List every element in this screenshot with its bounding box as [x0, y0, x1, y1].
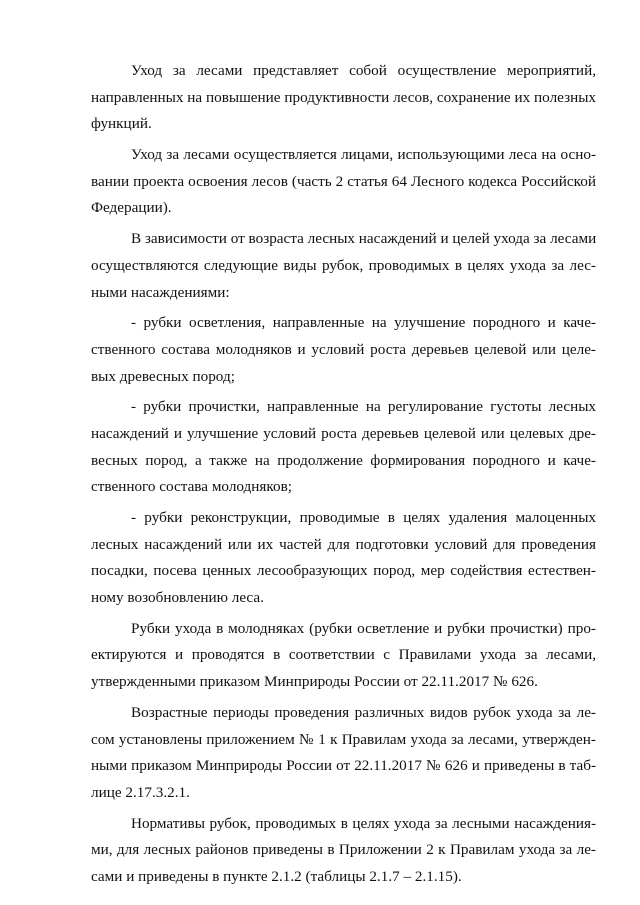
text-line: направленных на повышение продуктивности лесов, сохранение их полезных	[91, 88, 596, 106]
text-line: лице 2.17.3.2.1.	[91, 783, 190, 801]
paragraph-cutting-types-intro	[91, 226, 596, 306]
text-line: функций.	[91, 115, 152, 133]
paragraph-forest-care-performers	[91, 142, 596, 222]
list-item-thinning-cutting	[91, 394, 596, 501]
text-line: ственного состава молодняков и условий роста деревьев целевой или целе-	[91, 340, 596, 358]
text-line: ными насаждениями:	[91, 283, 230, 301]
text-line: Уход за лесами представляет собой осуществление мероприятий,	[131, 62, 596, 79]
text-line: лесных насаждений или их частей для подготовки условий для проведения	[91, 535, 596, 553]
text-line: Рубки ухода в молодняках (рубки осветление и рубки прочистки) про-	[131, 619, 596, 637]
text-line: утвержденными приказом Минприроды России от 22.11.2017 № 626.	[91, 673, 538, 691]
text-line: ектируются и проводятся в соответствии с Правилами ухода за лесами,	[91, 646, 596, 664]
text-line: весных пород, а также на продолжение формирования породного и каче-	[91, 451, 596, 469]
text-line: Федерации).	[91, 199, 172, 217]
text-line: Нормативы рубок, проводимых в целях ухода за лесными насаждения-	[131, 814, 596, 832]
text-line: ному возобновлению леса.	[91, 589, 264, 607]
paragraph-age-periods	[91, 700, 596, 807]
text-line: Возрастные периоды проведения различных видов рубок ухода за ле-	[131, 703, 596, 721]
list-item-reconstruction-cutting	[91, 505, 596, 612]
text-line: - рубки осветления, направленные на улучшение породного и каче-	[131, 314, 596, 332]
paragraph-cutting-norms	[91, 811, 596, 891]
text-line: осуществляются следующие виды рубок, проводимых в целях ухода за лес-	[91, 256, 596, 274]
text-line: - рубки прочистки, направленные на регулирование густоты лесных	[131, 398, 596, 416]
text-line: ными приказом Минприроды России от 22.11.2017 № 626 и приведены в таб-	[91, 757, 596, 775]
paragraph-forest-care-definition	[91, 58, 596, 138]
text-line: - рубки реконструкции, проводимые в целях удаления малоценных	[131, 509, 596, 526]
text-line: вании проекта освоения лесов (часть 2 статья 64 Лесного кодекса Российской	[91, 172, 596, 190]
text-line: сами и приведены в пункте 2.1.2 (таблицы 2.1.7 – 2.1.15).	[91, 867, 462, 885]
text-line: сом установлены приложением № 1 к Правилам ухода за лесами, утвержден-	[91, 730, 596, 748]
text-line: ми, для лесных районов приведены в Приложении 2 к Правилам ухода за ле-	[91, 841, 596, 859]
text-line: ственного состава молодняков;	[91, 478, 292, 496]
list-item-clarification-cutting	[91, 310, 596, 390]
paragraph-young-stand-cutting	[91, 616, 596, 696]
text-line: вых древесных пород;	[91, 367, 235, 385]
text-line: посадки, посева ценных лесообразующих пород, мер содействия естествен-	[91, 562, 596, 580]
text-line: насаждений и улучшение условий роста деревьев целевой или целевых дре-	[91, 424, 596, 442]
document-body	[91, 58, 596, 891]
text-line: Уход за лесами осуществляется лицами, использующими леса на осно-	[131, 146, 596, 164]
text-line: В зависимости от возраста лесных насаждений и целей ухода за лесами	[131, 230, 596, 248]
